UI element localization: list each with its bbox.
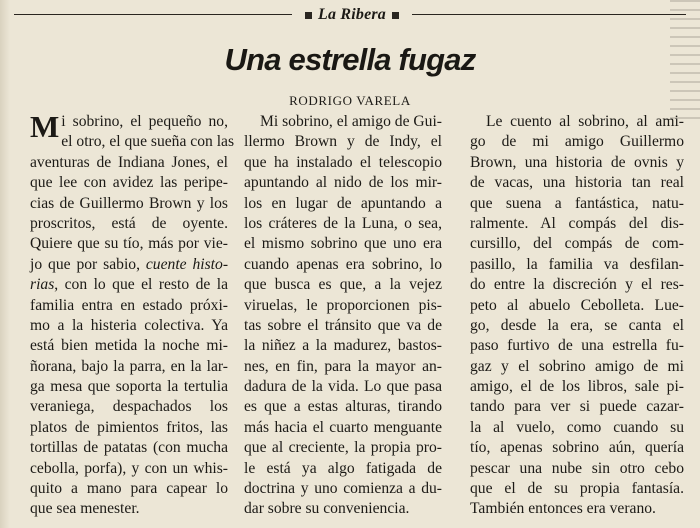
- byline: RODRIGO VARELA: [289, 93, 411, 108]
- section-name: La Ribera: [317, 6, 387, 23]
- text-line: go de mi amigo Guillermo: [470, 133, 684, 151]
- section-header: [14, 4, 686, 26]
- text-line: que el de su propia fantasía.: [470, 480, 684, 498]
- text-line: Mi sobrino, el amigo de Gui-: [260, 113, 442, 130]
- text-line: dar sobre su conveniencia.: [244, 500, 410, 518]
- quoted-phrase: cuente histo-: [145, 255, 229, 273]
- drop-cap: M: [30, 109, 60, 144]
- text-line: ñorana, bajo la parra, en la lar-: [30, 357, 228, 375]
- quoted-phrase: rias: [30, 276, 55, 294]
- text-line: pasillo, la familia va desfilan-: [470, 255, 684, 273]
- text-line: nes, en fin, para la mayor an-: [244, 357, 442, 375]
- section-rule-left: [14, 14, 292, 15]
- text-line: el otro, el que sueña con las: [61, 133, 235, 151]
- text-line: cebolla, porfa), y con un whis-: [30, 459, 228, 477]
- text-line: la al vuelo, como cuando su: [470, 418, 684, 436]
- text-line: do entre la discreción y el res-: [470, 276, 684, 294]
- text-line: está bien metida la noche mi-: [30, 337, 228, 355]
- text-line: jo que por sabio, cuente histo-: [30, 255, 229, 273]
- text-line: es que a estas alturas, tirando: [244, 398, 442, 416]
- text-line: cias de Guillermo Brown y los: [30, 194, 228, 212]
- text-line: más hacia el cuarto menguante: [244, 418, 442, 436]
- text-line: cursillo, del compás de com-: [470, 235, 684, 253]
- square-bullet-icon: [305, 12, 312, 19]
- text-line: ralmente. Al compás del dis-: [470, 214, 684, 232]
- text-line: viruelas, le proporcionen pis-: [244, 296, 442, 314]
- text-line: platos de pimientos fritos, las: [30, 418, 228, 436]
- text-line: quito a mano para capear lo: [30, 480, 228, 498]
- text-line: llermo Brown y de Indy, el: [244, 133, 442, 151]
- text-line: mo a la histeria colectiva. Ya: [30, 316, 228, 334]
- text-line: rias, con lo que el resto de la: [30, 276, 228, 294]
- article-column-2: [244, 112, 442, 520]
- text-line: que suena a fantástica, natu-: [470, 194, 684, 212]
- text-line: Le cuento al sobrino, al ami-: [486, 113, 684, 130]
- text-line: veraniega, despachados los: [30, 398, 228, 416]
- text-line: peto al abuelo Cebolleta. Lue-: [470, 296, 684, 314]
- text-line: tío, apenas sobrino aún, quería: [470, 439, 684, 457]
- text-line: la niñez a la madurez, bastos-: [244, 337, 442, 355]
- text-line: apuntando al nido de los mir-: [244, 174, 442, 192]
- section-rule-right: [412, 14, 686, 15]
- text-line: tando para ver si puede cazar-: [470, 398, 684, 416]
- text-line: Quiere que su tío, más por vie-: [30, 235, 228, 253]
- text-line: pescar una nube sin otro cebo: [470, 459, 684, 477]
- text-line: paso furtivo de una estrella fu-: [470, 337, 684, 355]
- text-line: tortillas de patatas (con mucha: [30, 439, 228, 457]
- text-line: gaz y el sobrino amigo de mi: [470, 357, 684, 375]
- text-line: de vacas, una historia tan real: [470, 174, 684, 192]
- text-line: dadura de la vida. Lo que pasa: [244, 378, 442, 396]
- text-line: que ha instalado el telescopio: [244, 153, 442, 171]
- text-line: i sobrino, el pequeño no,: [61, 113, 228, 130]
- text-line: cuando apenas era sobrino, lo: [244, 255, 442, 273]
- text-line: que lee con avidez las peripe-: [30, 174, 228, 192]
- text-line: el mismo sobrino que uno era: [244, 235, 442, 253]
- text-line: También entonces era verano.: [470, 500, 656, 518]
- text-line: que busca es que, a la vejez: [244, 276, 442, 294]
- text-line: tas sobre el tránsito que va de: [244, 316, 442, 334]
- text-line: los cráteres de la Luna, o sea,: [244, 214, 442, 232]
- text-line: le está ya algo fatigada de: [244, 459, 442, 477]
- article-column-1: [30, 109, 235, 520]
- text-line: ga mesa que soporta la tertulia: [30, 378, 228, 396]
- text-line: amigo, el de los libros, sale pi-: [470, 378, 684, 396]
- text-line: familia entra en estado próxi-: [30, 296, 228, 314]
- article-column-3: [470, 112, 684, 520]
- text-line: doctrina y uno comienza a du-: [244, 480, 442, 498]
- text-line: proscritos, está de oyente.: [30, 214, 228, 232]
- text-line: los en lugar de apuntando a: [244, 194, 442, 212]
- text-line: que sea menester.: [30, 500, 140, 518]
- headline: Una estrella fugaz: [224, 42, 476, 77]
- text-line: aventuras de Indiana Jones, el: [30, 153, 228, 171]
- section-label: [294, 4, 410, 26]
- text-line: que al creciente, la propia pro-: [244, 439, 442, 457]
- text-line: go, desde la era, se canta el: [470, 316, 684, 334]
- square-bullet-icon: [392, 12, 399, 19]
- text-line: Brown, una historia de ovnis y: [470, 153, 684, 171]
